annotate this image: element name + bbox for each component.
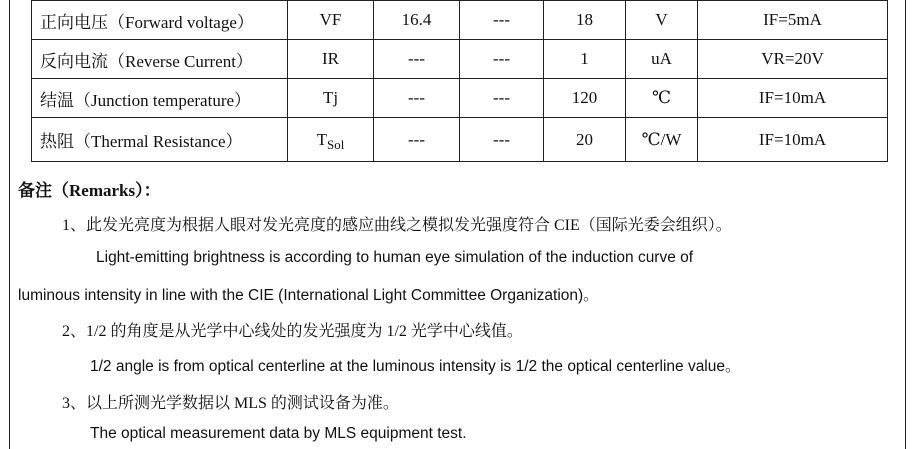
page-border-left xyxy=(9,0,10,449)
note-1-chinese: 1、此发光亮度为根据人眼对发光亮度的感应曲线之模拟发光强度符合 CIE（国际光委会组织）。 xyxy=(62,217,732,234)
symbol-subscript: Sol xyxy=(327,136,345,152)
unit-cell: ℃/W xyxy=(626,118,698,162)
typ-cell: --- xyxy=(460,79,544,118)
remarks-heading: 备注（Remarks）： xyxy=(18,181,161,200)
param-cell: 结温（Junction temperature） xyxy=(32,79,288,118)
note-2-english: 1/2 angle is from optical centerline at the luminous intensity is 1/2 the optical centerline value。 xyxy=(90,358,741,375)
unit-cell: V xyxy=(626,1,698,40)
symbol-cell xyxy=(288,118,374,162)
max-cell: 120 xyxy=(544,79,626,118)
table-row xyxy=(32,79,888,118)
unit-cell: uA xyxy=(626,40,698,79)
symbol-cell: VF xyxy=(288,1,374,40)
min-cell: --- xyxy=(374,40,460,79)
max-cell: 18 xyxy=(544,1,626,40)
param-cell: 正向电压（Forward voltage） xyxy=(32,1,288,40)
unit-cell: ℃ xyxy=(626,79,698,118)
note-1-english-line-2: luminous intensity in line with the CIE (International Light Committee Organization)。 xyxy=(18,287,599,304)
symbol-cell: Tj xyxy=(288,79,374,118)
condition-cell: IF=5mA xyxy=(698,1,888,40)
max-cell: 1 xyxy=(544,40,626,79)
note-2-chinese: 2、1/2 的角度是从光学中心线处的发光强度为 1/2 光学中心线值。 xyxy=(62,323,523,340)
condition-cell: IF=10mA xyxy=(698,79,888,118)
min-cell: --- xyxy=(374,118,460,162)
symbol-main: T xyxy=(316,129,328,149)
min-cell: 16.4 xyxy=(374,1,460,40)
electrical-characteristics-table xyxy=(31,0,888,162)
param-cell: 热阻（Thermal Resistance） xyxy=(32,118,288,162)
typ-cell: --- xyxy=(460,40,544,79)
condition-cell: VR=20V xyxy=(698,40,888,79)
min-cell: --- xyxy=(374,79,460,118)
table-row xyxy=(32,118,888,162)
note-3-chinese: 3、以上所测光学数据以 MLS 的测试设备为准。 xyxy=(62,395,399,412)
table-row xyxy=(32,1,888,40)
max-cell: 20 xyxy=(544,118,626,162)
table-row xyxy=(32,40,888,79)
page-border-right xyxy=(905,0,906,449)
symbol-cell: IR xyxy=(288,40,374,79)
note-3-english: The optical measurement data by MLS equipment test. xyxy=(90,425,467,442)
note-1-english-line-1: Light-emitting brightness is according to human eye simulation of the induction curve of xyxy=(96,249,694,266)
param-cell: 反向电流（Reverse Current） xyxy=(32,40,288,79)
condition-cell: IF=10mA xyxy=(698,118,888,162)
typ-cell: --- xyxy=(460,1,544,40)
typ-cell: --- xyxy=(460,118,544,162)
